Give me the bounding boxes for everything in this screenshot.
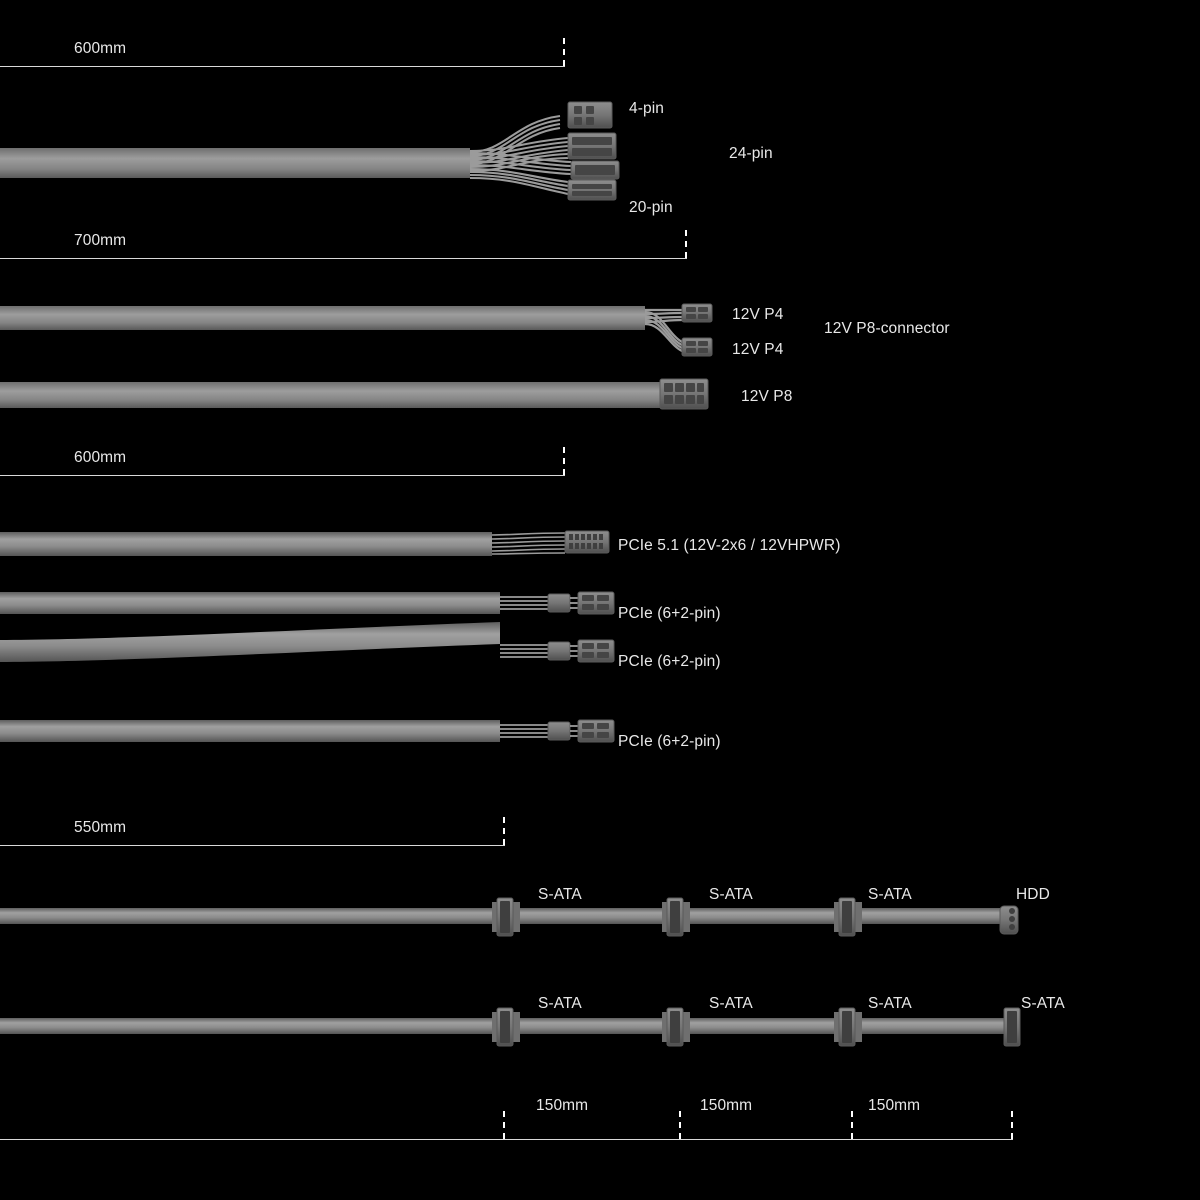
dimension-tick-spacing-2 — [679, 1111, 681, 1139]
dimension-label-spacing-3: 150mm — [868, 1097, 921, 1114]
dimension-tick-spacing-4 — [1011, 1111, 1013, 1139]
dimension-label-atx: 600mm — [74, 40, 127, 57]
connector-label-4-pin: 4-pin — [629, 100, 664, 117]
connector-label-12v-p8-connector: 12V P8-connector — [824, 320, 950, 337]
connector-label-hdd: HDD — [1016, 886, 1050, 903]
pcie-dual-cable-illustration — [0, 592, 614, 662]
dimension-tick-atx — [563, 38, 565, 66]
connector-label-sata-2b: S-ATA — [709, 995, 753, 1012]
connector-label-20-pin: 20-pin — [629, 199, 673, 216]
connector-label-sata-3a: S-ATA — [868, 886, 912, 903]
dimension-tick-pcie — [563, 447, 565, 475]
atx-cable-illustration — [0, 102, 619, 200]
dimension-line-atx — [0, 66, 565, 67]
pcie51-cable-illustration — [0, 531, 609, 556]
connector-label-24-pin: 24-pin — [729, 145, 773, 162]
dimension-tick-eps — [685, 230, 687, 258]
connector-label-pcie-6plus2-3: PCIe (6+2-pin) — [618, 733, 721, 750]
dimension-label-sata: 550mm — [74, 819, 127, 836]
eps-p4-cable-illustration — [0, 304, 712, 356]
sata-cable-2-illustration — [0, 1008, 1020, 1046]
connector-label-12v-p4-bottom: 12V P4 — [732, 341, 784, 358]
sata-cable-1-illustration — [0, 898, 1018, 936]
connector-label-sata-3b: S-ATA — [868, 995, 912, 1012]
connector-label-sata-1b: S-ATA — [538, 995, 582, 1012]
connector-label-sata-1a: S-ATA — [538, 886, 582, 903]
eps-p8-cable-illustration — [0, 379, 708, 409]
dimension-label-spacing-2: 150mm — [700, 1097, 753, 1114]
connector-label-pcie-51: PCIe 5.1 (12V-2x6 / 12VHPWR) — [618, 537, 841, 554]
dimension-line-sata — [0, 845, 505, 846]
dimension-tick-spacing-1 — [503, 1111, 505, 1139]
connector-label-pcie-6plus2-1: PCIe (6+2-pin) — [618, 605, 721, 622]
connector-label-sata-4b: S-ATA — [1021, 995, 1065, 1012]
dimension-line-eps — [0, 258, 687, 259]
pcie-single-cable-illustration — [0, 720, 614, 742]
connector-label-pcie-6plus2-2: PCIe (6+2-pin) — [618, 653, 721, 670]
connector-label-12v-p4-top: 12V P4 — [732, 306, 784, 323]
dimension-tick-sata — [503, 817, 505, 845]
dimension-tick-spacing-3 — [851, 1111, 853, 1139]
connector-label-sata-2a: S-ATA — [709, 886, 753, 903]
connector-label-12v-p8: 12V P8 — [741, 388, 793, 405]
dimension-label-pcie: 600mm — [74, 449, 127, 466]
dimension-line-pcie — [0, 475, 565, 476]
dimension-label-spacing-1: 150mm — [536, 1097, 589, 1114]
dimension-line-sata-spacing — [0, 1139, 1013, 1140]
dimension-label-eps: 700mm — [74, 232, 127, 249]
